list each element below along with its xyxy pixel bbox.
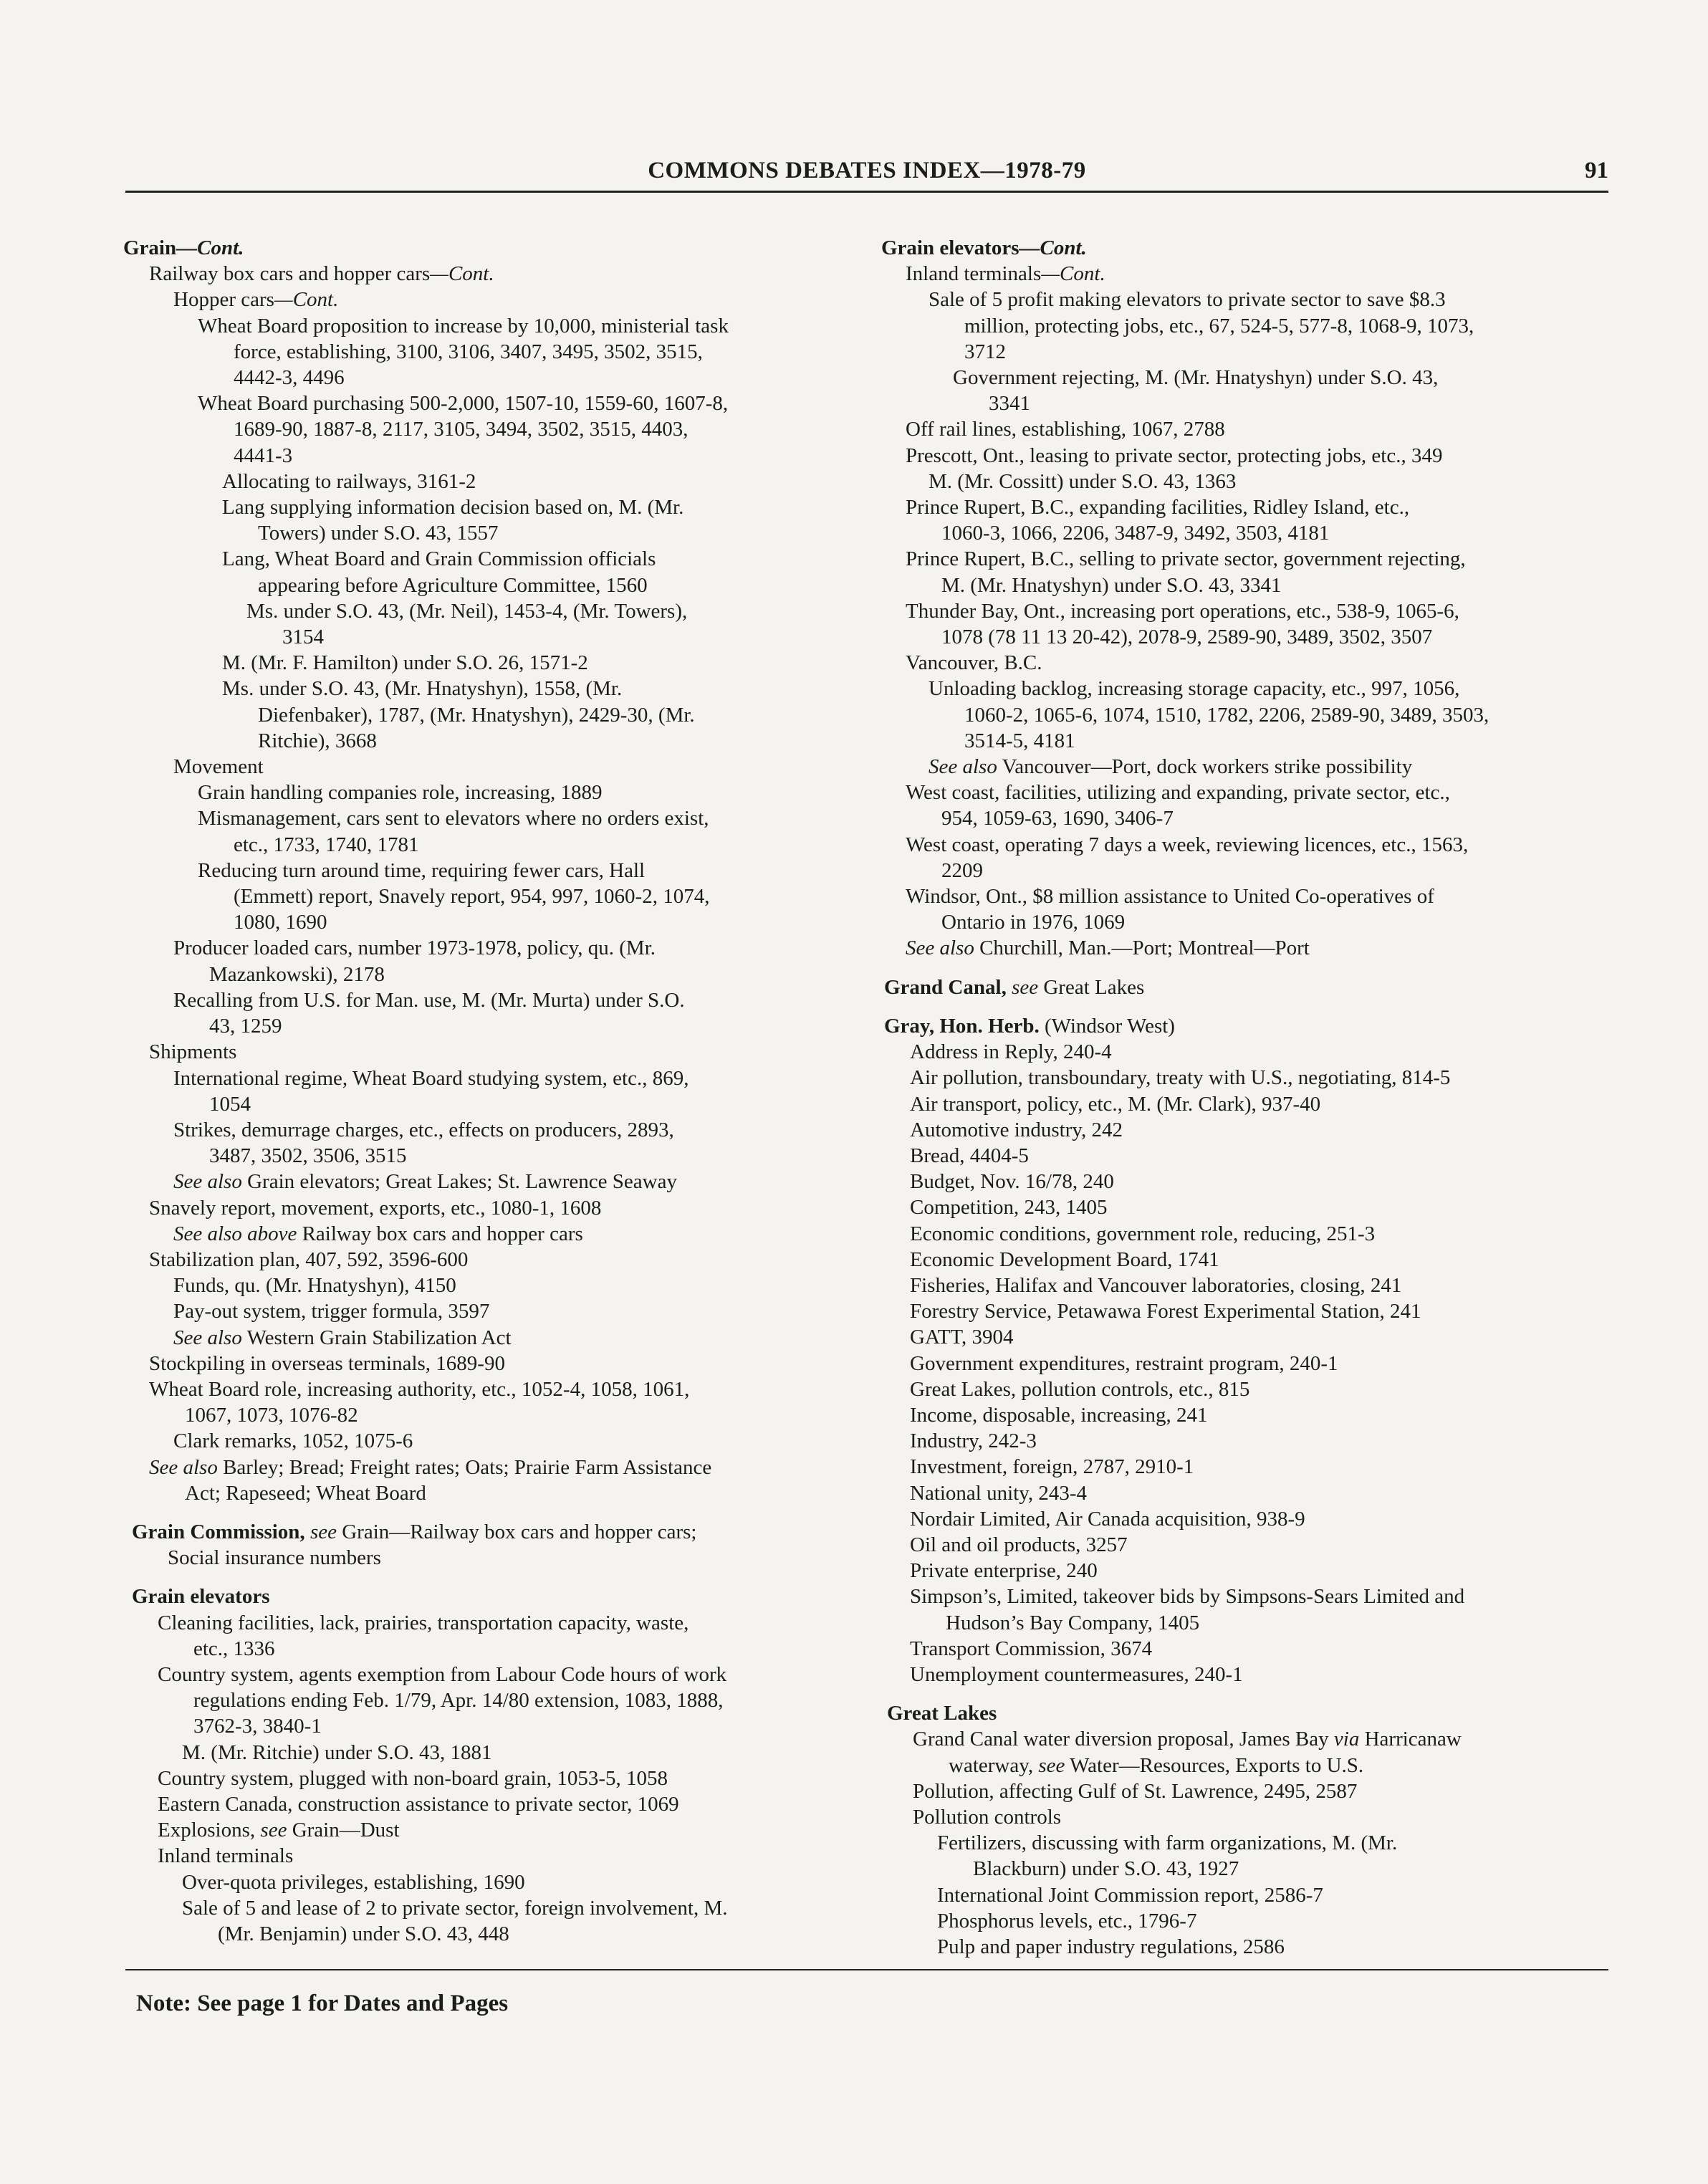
index-entry-line xyxy=(123,443,868,469)
entry-text: Transport Commission, 3674 xyxy=(910,1637,1153,1660)
entry-text: West coast, facilities, utilizing and expanding, private sector, etc., xyxy=(906,781,1450,805)
index-entry-line xyxy=(881,1662,1612,1687)
index-entry-line xyxy=(123,391,868,416)
entry-text: Clark remarks, 1052, 1075-6 xyxy=(173,1429,413,1453)
entry-gap xyxy=(123,1506,868,1519)
entry-text: Grain—Dust xyxy=(287,1819,400,1842)
index-entry-line xyxy=(123,1791,868,1817)
entry-text: See also xyxy=(929,755,997,779)
entry-text: Act; Rapeseed; Wheat Board xyxy=(185,1481,426,1505)
entry-text: Economic conditions, government role, reducing, 251-3 xyxy=(910,1222,1376,1245)
entry-text: Recalling from U.S. for Man. use, M. (Mr. Murta) under S.O. xyxy=(173,988,685,1012)
index-column-left xyxy=(123,235,868,1947)
entry-text: Income, disposable, increasing, 241 xyxy=(910,1403,1208,1427)
entry-text: Automotive industry, 242 xyxy=(910,1118,1123,1141)
index-entry-line xyxy=(123,365,868,391)
entry-text: Hopper cars xyxy=(173,288,274,312)
entry-text: Inland terminals xyxy=(158,1844,294,1868)
entry-text: Grain—Railway box cars and hopper cars; xyxy=(336,1520,697,1543)
entry-text: Investment, foreign, 2787, 2910-1 xyxy=(910,1455,1194,1479)
entry-text: 1689-90, 1887-8, 2117, 3105, 3494, 3502, 3515, 4403, xyxy=(234,418,689,441)
entry-text: million, protecting jobs, etc., 67, 524-5, 577-8, 1068-9, 1073, xyxy=(964,314,1474,337)
entry-text: etc., 1336 xyxy=(193,1637,275,1660)
entry-text: Mismanagement, cars sent to elevators where no orders exist, xyxy=(198,807,709,830)
entry-text: Country system, plugged with non-board grain, 1053-5, 1058 xyxy=(158,1766,668,1790)
entry-text: Grain Commission, xyxy=(132,1520,305,1543)
entry-text: Eastern Canada, construction assistance to private sector, 1069 xyxy=(158,1792,679,1816)
entry-text: Grand Canal water diversion proposal, James Bay xyxy=(913,1728,1329,1751)
entry-text: Unemployment countermeasures, 240-1 xyxy=(910,1662,1243,1686)
index-entry-line xyxy=(881,624,1612,650)
index-entry-line xyxy=(123,1843,868,1869)
index-entry-line xyxy=(123,1480,868,1506)
entry-text: National unity, 243-4 xyxy=(910,1481,1087,1505)
index-entry-line xyxy=(123,1376,868,1402)
entry-text: Lang, Wheat Board and Grain Commission officials xyxy=(222,547,656,571)
entry-text: Great Lakes xyxy=(887,1702,997,1725)
entry-text: Explosions, xyxy=(158,1819,256,1842)
index-entry-line xyxy=(123,1766,868,1791)
index-entry-line xyxy=(881,494,1612,520)
index-entry-line xyxy=(123,1247,868,1273)
entry-text: Prince Rupert, B.C., selling to private sector, government rejecting, xyxy=(906,547,1466,571)
entry-text: 4442-3, 4496 xyxy=(234,366,345,390)
entry-text: 3762-3, 3840-1 xyxy=(193,1715,322,1738)
index-entry-line xyxy=(123,1273,868,1298)
index-entry-line xyxy=(123,1687,868,1713)
index-entry-line xyxy=(881,1700,1612,1726)
entry-text: Ontario in 1976, 1069 xyxy=(941,911,1126,934)
index-entry-line xyxy=(881,909,1612,935)
index-entry-line xyxy=(881,1273,1612,1298)
entry-text: 954, 1059-63, 1690, 3406-7 xyxy=(941,807,1174,830)
entry-text: regulations ending Feb. 1/79, Apr. 14/80 extension, 1083, 1888, xyxy=(193,1689,724,1713)
index-entry-line xyxy=(123,494,868,520)
index-entry-line xyxy=(881,520,1612,546)
entry-text: Economic Development Board, 1741 xyxy=(910,1247,1219,1271)
entry-text: 1060-3, 1066, 2206, 3487-9, 3492, 3503, 4181 xyxy=(941,522,1330,545)
index-entry-line xyxy=(123,909,868,935)
entry-text: force, establishing, 3100, 3106, 3407, 3495, 3502, 3515, xyxy=(234,340,703,363)
index-entry-line xyxy=(881,1454,1612,1480)
entry-text: Private enterprise, 240 xyxy=(910,1559,1098,1583)
index-entry-line xyxy=(881,935,1612,961)
entry-text: Railway box cars and hopper cars xyxy=(149,262,431,286)
index-entry-line xyxy=(881,1221,1612,1247)
index-entry-line xyxy=(881,1506,1612,1532)
entry-text: Grain elevators; Great Lakes; St. Lawrence Seaway xyxy=(241,1170,677,1194)
index-entry-line xyxy=(881,469,1612,494)
entry-text: 3341 xyxy=(989,392,1030,416)
index-entry-line xyxy=(881,1117,1612,1143)
entry-text: Industry, 242-3 xyxy=(910,1429,1037,1453)
index-entry-line xyxy=(123,261,868,287)
entry-text: 3154 xyxy=(282,626,324,649)
entry-text: M. (Mr. Cossitt) under S.O. 43, 1363 xyxy=(929,469,1237,493)
index-entry-line xyxy=(123,469,868,494)
page-number: 91 xyxy=(1585,158,1608,183)
entry-text: Prince Rupert, B.C., expanding facilities, Ridley Island, etc., xyxy=(906,496,1410,519)
entry-text: 43, 1259 xyxy=(209,1015,282,1038)
index-entry-line xyxy=(881,391,1612,416)
index-entry-line xyxy=(123,520,868,546)
entry-text: Prescott, Ont., leasing to private sector, protecting jobs, etc., 349 xyxy=(906,444,1443,467)
index-entry-line xyxy=(123,1610,868,1636)
index-entry-line xyxy=(881,1376,1612,1402)
index-entry-line xyxy=(881,1194,1612,1220)
entry-text: Simpson’s, Limited, takeover bids by Simpsons-Sears Limited and xyxy=(910,1585,1465,1609)
index-entry-line xyxy=(881,235,1612,261)
index-entry-line xyxy=(123,235,868,261)
index-entry-line xyxy=(881,443,1612,469)
entry-gap xyxy=(881,962,1612,974)
index-entry-line xyxy=(123,1091,868,1117)
index-entry-line xyxy=(881,702,1612,728)
index-entry-line xyxy=(881,676,1612,701)
index-entry-line xyxy=(881,1169,1612,1194)
index-entry-line xyxy=(123,1519,868,1545)
entry-text: See also above xyxy=(173,1222,297,1245)
index-entry-line xyxy=(881,1298,1612,1324)
entry-text: International Joint Commission report, 2586-7 xyxy=(937,1883,1323,1907)
entry-text: Lang supplying information decision based on, M. (Mr. xyxy=(222,496,684,519)
entry-text: Grand Canal, xyxy=(884,975,1007,999)
entry-text: —Cont. xyxy=(1041,262,1105,286)
index-entry-line xyxy=(123,1143,868,1169)
index-entry-line xyxy=(123,987,868,1013)
entry-text: Wheat Board purchasing 500-2,000, 1507-10, 1559-60, 1607-8, xyxy=(198,392,729,416)
entry-text: Cleaning facilities, lack, prairies, transportation capacity, waste, xyxy=(158,1611,689,1634)
index-entry-line xyxy=(881,1882,1612,1908)
index-entry-line xyxy=(881,573,1612,598)
index-entry-line xyxy=(881,416,1612,442)
entry-text: Churchill, Man.—Port; Montreal—Port xyxy=(974,937,1310,960)
entry-text: Government rejecting, M. (Mr. Hnatyshyn) under S.O. 43, xyxy=(953,366,1439,390)
entry-text: Fisheries, Halifax and Vancouver laboratories, closing, 241 xyxy=(910,1273,1402,1297)
entry-text: see xyxy=(304,1520,337,1543)
index-entry-line xyxy=(881,1726,1612,1752)
entry-text: (Emmett) report, Snavely report, 954, 997, 1060-2, 1074, xyxy=(234,885,710,909)
footer-note: Note: See page 1 for Dates and Pages xyxy=(136,1991,509,2016)
index-entry-line xyxy=(881,1091,1612,1117)
index-entry-line xyxy=(881,780,1612,805)
entry-gap xyxy=(123,1571,868,1584)
index-entry-line xyxy=(123,805,868,831)
entry-text: Allocating to railways, 3161-2 xyxy=(222,469,476,493)
entry-text: Inland terminals xyxy=(906,262,1042,286)
index-entry-line xyxy=(881,1908,1612,1934)
index-entry-line xyxy=(123,416,868,442)
index-entry-line xyxy=(881,728,1612,754)
entry-text: 1080, 1690 xyxy=(234,911,327,934)
entry-text: Stabilization plan, 407, 592, 3596-600 xyxy=(149,1247,469,1271)
index-entry-line xyxy=(123,1195,868,1221)
entry-text: Blackburn) under S.O. 43, 1927 xyxy=(973,1857,1239,1881)
index-entry-line xyxy=(881,1753,1612,1778)
index-entry-line xyxy=(123,624,868,650)
entry-text: Harricanaw xyxy=(1359,1728,1462,1751)
index-entry-line xyxy=(123,962,868,987)
index-entry-line xyxy=(123,1169,868,1194)
entry-text: Pollution controls xyxy=(913,1805,1062,1829)
entry-text: Windsor, Ont., $8 million assistance to United Co-operatives of xyxy=(906,885,1434,909)
index-entry-line xyxy=(123,1221,868,1247)
index-entry-line xyxy=(881,1351,1612,1376)
index-entry-line xyxy=(123,1740,868,1766)
entry-text: Budget, Nov. 16/78, 240 xyxy=(910,1170,1114,1194)
index-entry-line xyxy=(123,883,868,909)
index-entry-line xyxy=(881,1039,1612,1065)
entry-text: 1067, 1073, 1076-82 xyxy=(185,1404,358,1427)
entry-text: Funds, qu. (Mr. Hnatyshyn), 4150 xyxy=(173,1274,456,1298)
entry-text: Bread, 4404-5 xyxy=(910,1144,1029,1167)
index-entry-line xyxy=(881,1804,1612,1830)
entry-text: Social insurance numbers xyxy=(168,1546,381,1570)
index-entry-line xyxy=(123,1402,868,1428)
entry-text: 3487, 3502, 3506, 3515 xyxy=(209,1144,407,1168)
page-header xyxy=(125,158,1608,193)
entry-text: Barley; Bread; Freight rates; Oats; Prairie Farm Assistance xyxy=(217,1455,712,1479)
entry-text: Address in Reply, 240-4 xyxy=(910,1040,1112,1064)
entry-text: See also xyxy=(173,1170,242,1194)
index-entry-line xyxy=(123,676,868,701)
entry-text: Water—Resources, Exports to U.S. xyxy=(1065,1753,1364,1777)
index-entry-line xyxy=(123,1065,868,1091)
entry-text: 3712 xyxy=(964,340,1006,363)
index-entry-line xyxy=(881,1247,1612,1273)
entry-text: See also xyxy=(149,1455,218,1479)
header-rule xyxy=(125,191,1608,193)
index-entry-line xyxy=(881,1558,1612,1584)
index-entry-line xyxy=(881,754,1612,780)
entry-text: etc., 1733, 1740, 1781 xyxy=(234,833,419,856)
entry-text: Great Lakes, pollution controls, etc., 815 xyxy=(910,1377,1250,1401)
footer-rule xyxy=(125,1969,1608,1970)
entry-text: See also xyxy=(173,1326,242,1349)
index-entry-line xyxy=(881,1934,1612,1960)
index-entry-line xyxy=(123,702,868,728)
index-entry-line xyxy=(123,1662,868,1687)
entry-gap xyxy=(881,1687,1612,1700)
index-entry-line xyxy=(123,1428,868,1454)
entry-text: via xyxy=(1328,1728,1360,1751)
entry-text: Wheat Board role, increasing authority, etc., 1052-4, 1058, 1061, xyxy=(149,1377,690,1401)
entry-text: Reducing turn around time, requiring fewer cars, Hall xyxy=(198,858,646,882)
entry-text: Nordair Limited, Air Canada acquisition, 938-9 xyxy=(910,1507,1305,1531)
entry-text: Ms. under S.O. 43, (Mr. Hnatyshyn), 1558, (Mr. xyxy=(222,677,623,701)
index-entry-line xyxy=(881,261,1612,287)
index-entry-line xyxy=(123,1325,868,1351)
entry-text: Competition, 243, 1405 xyxy=(910,1196,1108,1220)
entry-text: Vancouver—Port, dock workers strike possibility xyxy=(997,755,1413,779)
entry-text: Forestry Service, Petawawa Forest Experimental Station, 241 xyxy=(910,1300,1421,1323)
entry-text: M. (Mr. Ritchie) under S.O. 43, 1881 xyxy=(182,1740,492,1764)
index-entry-line xyxy=(123,1298,868,1324)
entry-text: see xyxy=(1033,1753,1065,1777)
entry-text: Country system, agents exemption from Labour Code hours of work xyxy=(158,1662,727,1686)
entry-text: Thunder Bay, Ont., increasing port operations, etc., 538-9, 1065-6, xyxy=(906,599,1459,623)
index-entry-line xyxy=(123,598,868,624)
index-entry-line xyxy=(123,1013,868,1039)
index-entry-line xyxy=(123,754,868,780)
index-entry-line xyxy=(881,1143,1612,1169)
entry-text: 1054 xyxy=(209,1092,251,1116)
index-entry-line xyxy=(123,650,868,676)
entry-text: Hudson’s Bay Company, 1405 xyxy=(946,1611,1200,1634)
entry-text: Pay-out system, trigger formula, 3597 xyxy=(173,1300,490,1323)
index-entry-line xyxy=(123,935,868,961)
index-entry-line xyxy=(881,313,1612,339)
entry-text: 1078 (78 11 13 20-42), 2078-9, 2589-90, 3489, 3502, 3507 xyxy=(941,626,1433,649)
index-entry-line xyxy=(881,1324,1612,1350)
entry-text: Railway box cars and hopper cars xyxy=(297,1222,583,1245)
index-entry-line xyxy=(881,1065,1612,1091)
entry-text: 3514-5, 4181 xyxy=(964,729,1075,752)
entry-gap xyxy=(881,1000,1612,1013)
index-entry-line xyxy=(881,287,1612,312)
entry-text: Diefenbaker), 1787, (Mr. Hnatyshyn), 2429-30, (Mr. xyxy=(258,703,695,727)
index-entry-line xyxy=(881,365,1612,391)
index-entry-line xyxy=(123,1584,868,1609)
entry-text: (Windsor West) xyxy=(1039,1014,1175,1038)
index-entry-line xyxy=(123,832,868,858)
entry-text: Gray, Hon. Herb. xyxy=(884,1014,1040,1038)
index-entry-line xyxy=(881,1013,1612,1039)
entry-text: Snavely report, movement, exports, etc., 1080-1, 1608 xyxy=(149,1196,602,1220)
index-entry-line xyxy=(881,1480,1612,1506)
entry-text: Ritchie), 3668 xyxy=(258,729,377,752)
entry-text: Stockpiling in overseas terminals, 1689-90 xyxy=(149,1351,505,1375)
index-entry-line xyxy=(123,1039,868,1065)
entry-text: 2209 xyxy=(941,858,983,882)
index-column-right xyxy=(881,235,1612,1960)
entry-text: Mazankowski), 2178 xyxy=(209,962,385,986)
index-entry-line xyxy=(881,1830,1612,1856)
entry-text: Off rail lines, establishing, 1067, 2788 xyxy=(906,418,1225,441)
index-entry-line xyxy=(881,832,1612,858)
entry-text: Shipments xyxy=(149,1040,237,1064)
index-entry-line xyxy=(123,313,868,339)
index-entry-line xyxy=(881,1856,1612,1882)
index-entry-line xyxy=(881,883,1612,909)
index-entry-line xyxy=(123,780,868,805)
index-entry-line xyxy=(123,1869,868,1895)
entry-text: 1060-2, 1065-6, 1074, 1510, 1782, 2206, 2589-90, 3489, 3503, xyxy=(964,703,1489,727)
running-title: COMMONS DEBATES INDEX—1978-79 xyxy=(648,158,1086,183)
entry-text: Western Grain Stabilization Act xyxy=(241,1326,512,1349)
entry-text: Grain handling companies role, increasing, 1889 xyxy=(198,781,603,805)
entry-text: Wheat Board proposition to increase by 10,000, ministerial task xyxy=(198,314,729,337)
entry-text: Towers) under S.O. 43, 1557 xyxy=(258,522,499,545)
entry-text: Unloading backlog, increasing storage capacity, etc., 997, 1056, xyxy=(929,677,1460,701)
entry-text: 4441-3 xyxy=(234,444,293,467)
index-entry-line xyxy=(123,287,868,312)
entry-text: Pollution, affecting Gulf of St. Lawrence, 2495, 2587 xyxy=(913,1779,1358,1803)
index-entry-line xyxy=(123,1117,868,1143)
entry-text: GATT, 3904 xyxy=(910,1326,1014,1349)
index-entry-line xyxy=(123,1921,868,1947)
index-entry-line xyxy=(123,1636,868,1662)
index-entry-line xyxy=(881,1636,1612,1662)
index-entry-line xyxy=(881,1778,1612,1804)
index-entry-line xyxy=(123,573,868,598)
entry-text: —Cont. xyxy=(1019,236,1087,259)
entry-text: Vancouver, B.C. xyxy=(906,651,1042,675)
entry-text: Producer loaded cars, number 1973-1978, policy, qu. (Mr. xyxy=(173,937,656,960)
entry-text: Strikes, demurrage charges, etc., effects on producers, 2893, xyxy=(173,1118,674,1141)
entry-text: Pulp and paper industry regulations, 2586 xyxy=(937,1935,1285,1958)
index-entry-line xyxy=(881,339,1612,365)
index-entry-line xyxy=(123,728,868,754)
index-entry-line xyxy=(881,858,1612,883)
entry-text: Grain elevators xyxy=(881,236,1019,259)
entry-text: See also xyxy=(906,937,974,960)
entry-text: Over-quota privileges, establishing, 1690 xyxy=(182,1870,525,1894)
index-entry-line xyxy=(123,1351,868,1376)
entry-text: Air transport, policy, etc., M. (Mr. Clark), 937-40 xyxy=(910,1092,1321,1116)
index-entry-line xyxy=(881,1610,1612,1636)
entry-text: Great Lakes xyxy=(1038,975,1145,999)
entry-text: Phosphorus levels, etc., 1796-7 xyxy=(937,1909,1197,1932)
index-entry-line xyxy=(881,1428,1612,1454)
entry-text: —Cont. xyxy=(274,288,339,312)
entry-text: M. (Mr. F. Hamilton) under S.O. 26, 1571-2 xyxy=(222,651,588,675)
entry-text: Ms. under S.O. 43, (Mr. Neil), 1453-4, (Mr. Towers), xyxy=(246,599,688,623)
entry-text: (Mr. Benjamin) under S.O. 43, 448 xyxy=(218,1922,509,1945)
index-entry-line xyxy=(881,598,1612,624)
entry-text: Air pollution, transboundary, treaty with U.S., negotiating, 814-5 xyxy=(910,1066,1451,1090)
index-entry-line xyxy=(881,974,1612,1000)
index-entry-line xyxy=(881,1402,1612,1428)
index-entry-line xyxy=(123,1817,868,1843)
entry-text: appearing before Agriculture Committee, 1560 xyxy=(258,573,648,597)
index-entry-line xyxy=(123,339,868,365)
index-entry-line xyxy=(123,1545,868,1571)
entry-text: Sale of 5 profit making elevators to private sector to save $8.3 xyxy=(929,288,1446,312)
entry-text: M. (Mr. Hnatyshyn) under S.O. 43, 3341 xyxy=(941,573,1282,597)
entry-text: Movement xyxy=(173,755,264,779)
entry-text: waterway, xyxy=(949,1753,1034,1777)
entry-text: Sale of 5 and lease of 2 to private sector, foreign involvement, M. xyxy=(182,1896,728,1920)
entry-text: Grain elevators xyxy=(132,1585,270,1609)
entry-text: Grain xyxy=(123,236,177,259)
index-entry-line xyxy=(123,1713,868,1739)
index-entry-line xyxy=(881,805,1612,831)
entry-text: Oil and oil products, 3257 xyxy=(910,1533,1128,1556)
entry-text: West coast, operating 7 days a week, reviewing licences, etc., 1563, xyxy=(906,833,1469,856)
index-entry-line xyxy=(123,858,868,883)
entry-text: see xyxy=(1006,975,1039,999)
entry-text: Government expenditures, restraint program, 240-1 xyxy=(910,1351,1338,1375)
index-entry-line xyxy=(881,1584,1612,1609)
entry-text: —Cont. xyxy=(430,262,494,286)
entry-text: International regime, Wheat Board studying system, etc., 869, xyxy=(173,1066,689,1090)
index-entry-line xyxy=(881,1532,1612,1558)
index-entry-line xyxy=(123,1455,868,1480)
entry-text: Fertilizers, discussing with farm organizations, M. (Mr. xyxy=(937,1831,1398,1855)
entry-text: see xyxy=(255,1819,287,1842)
index-entry-line xyxy=(123,546,868,572)
index-entry-line xyxy=(881,546,1612,572)
entry-text: —Cont. xyxy=(176,236,244,259)
index-entry-line xyxy=(881,650,1612,676)
index-entry-line xyxy=(123,1895,868,1921)
